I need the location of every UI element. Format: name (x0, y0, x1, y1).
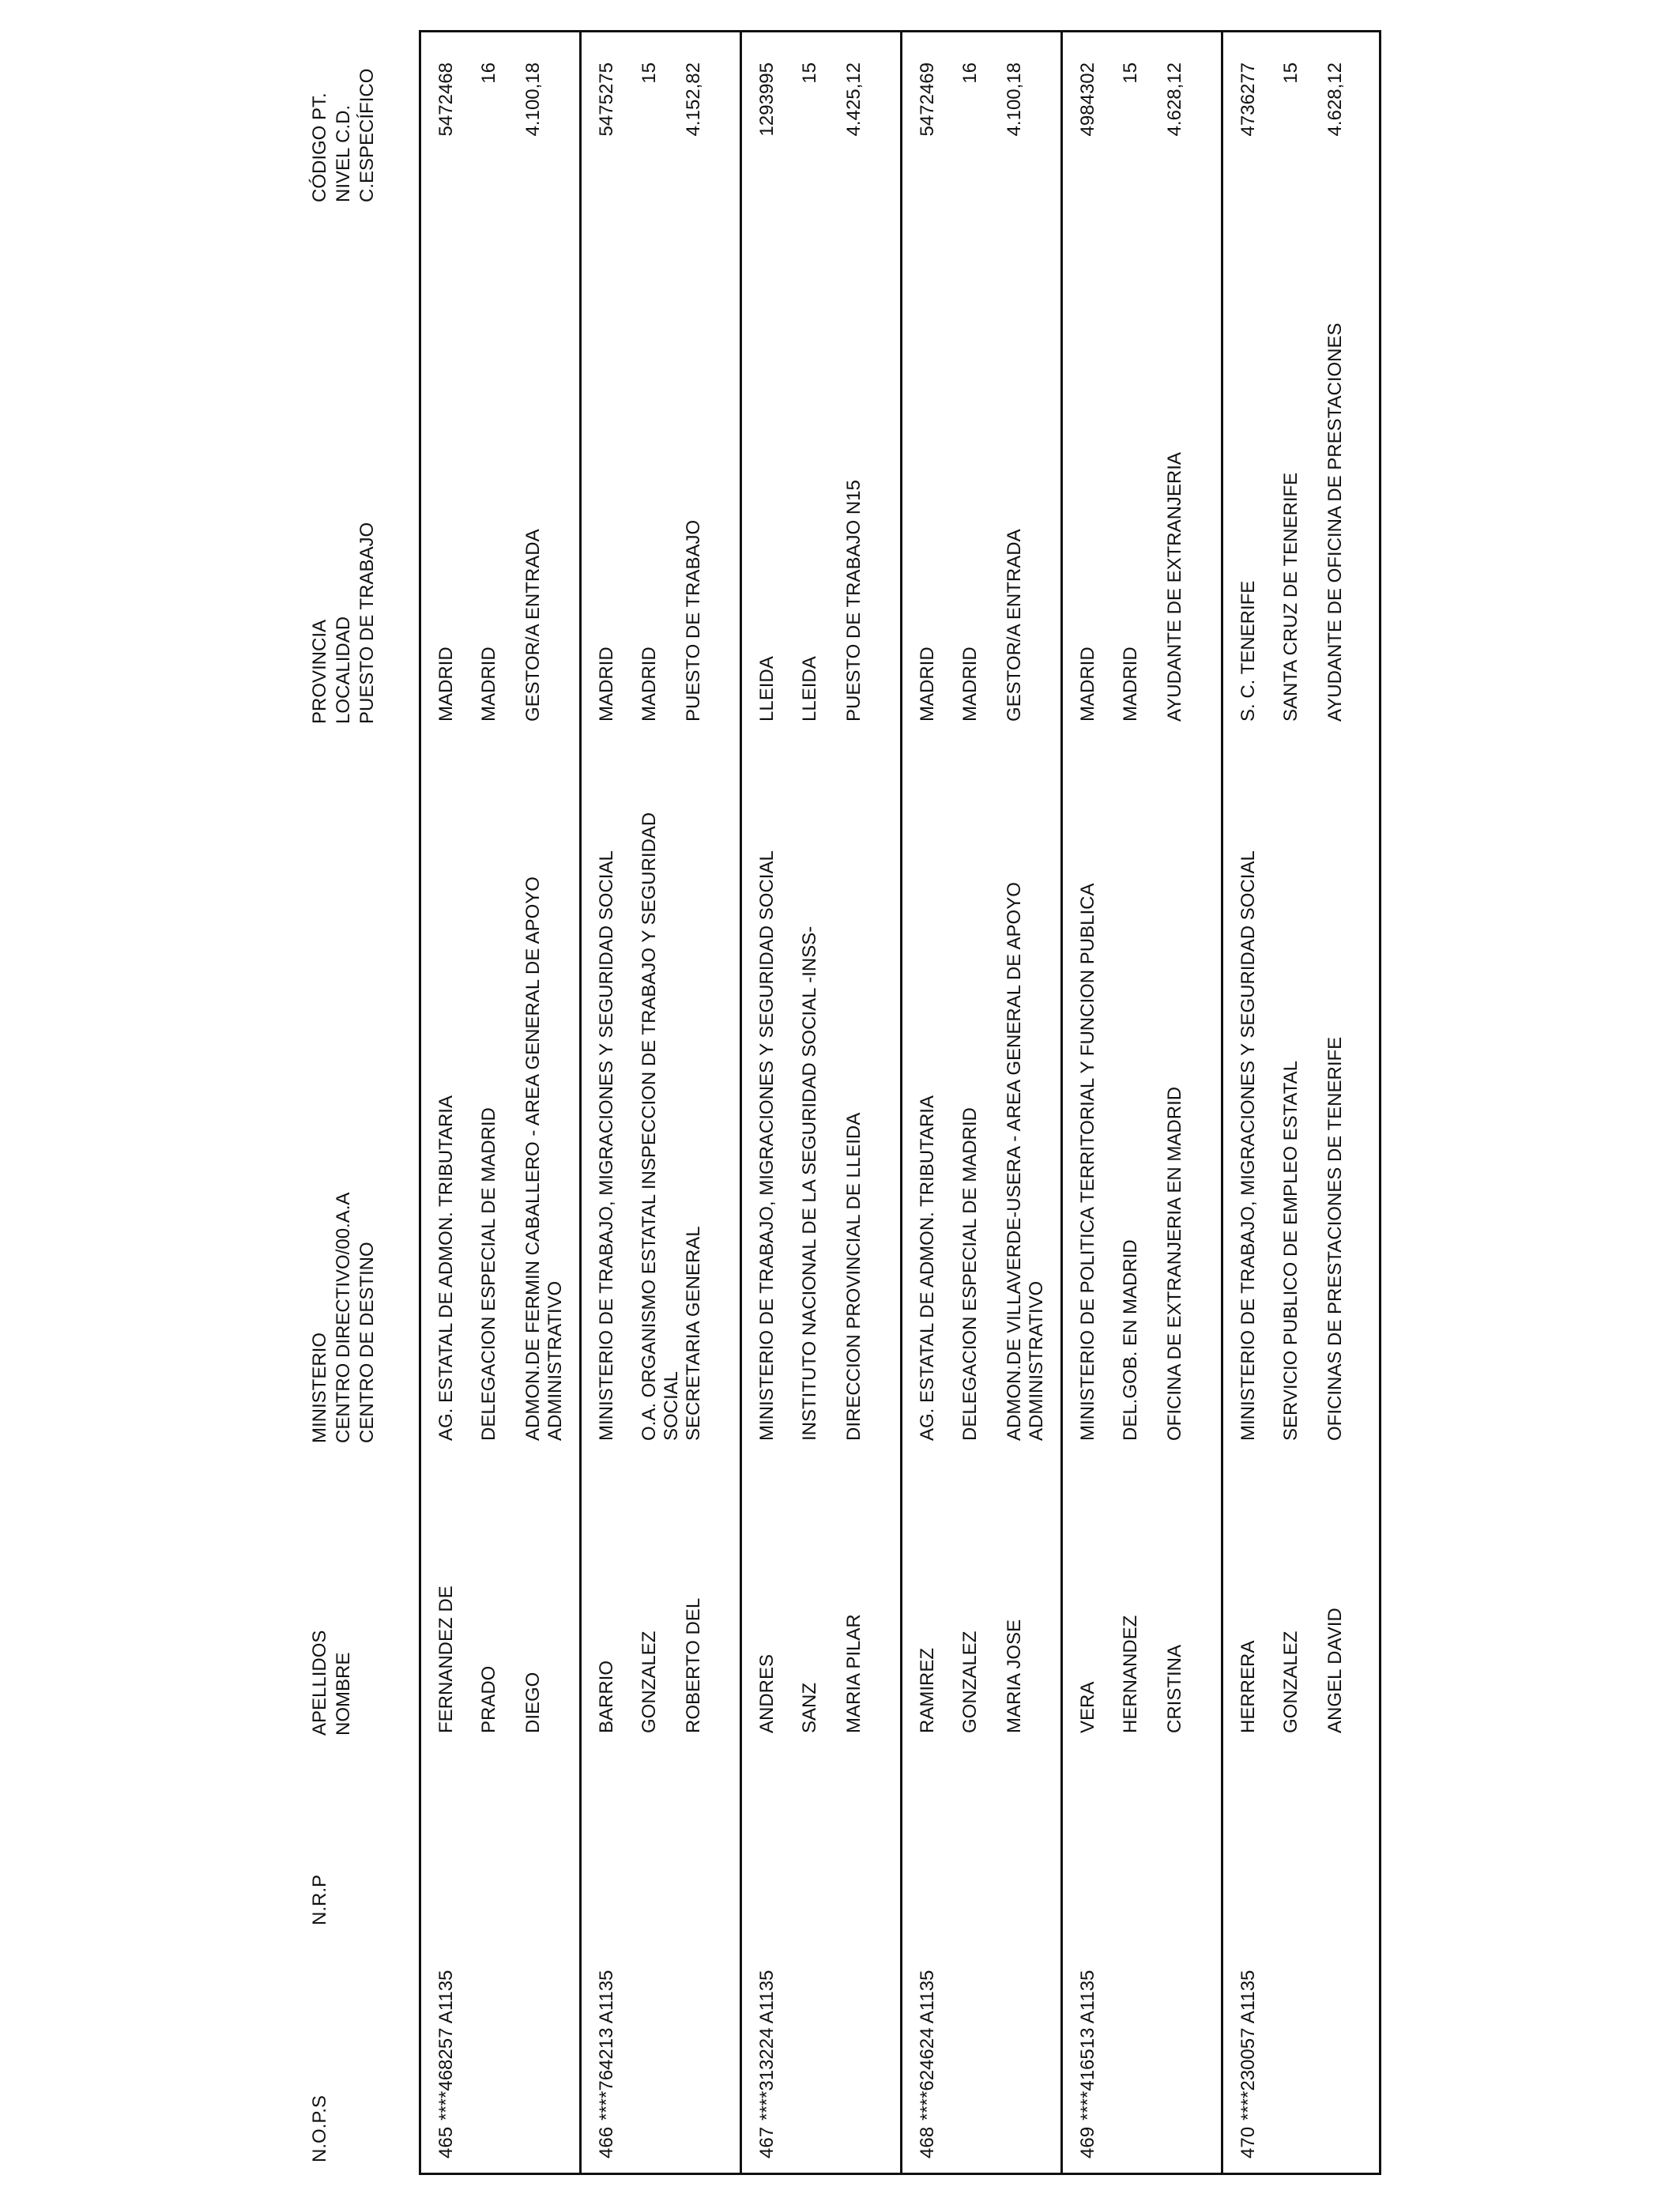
cell-nrp: ****230057 A1135 (1237, 1970, 1259, 2120)
cell-codigo: 4736277 (1237, 62, 1259, 137)
cell-apellido1: ANDRES (756, 1653, 778, 1733)
cell-provincia: MADRID (435, 647, 457, 722)
cell-nivel: 16 (959, 62, 981, 84)
cell-apellido1: BARRIO (596, 1660, 617, 1733)
cell-apellido1: RAMIREZ (917, 1648, 938, 1733)
records-table (419, 30, 1381, 2175)
cell-provincia: S. C. TENERIFE (1237, 580, 1259, 722)
cell-ministerio: MINISTERIO DE TRABAJO, MIGRACIONES Y SEGURIDAD SOCIAL (596, 850, 617, 1441)
cell-nrp: ****416513 A1135 (1077, 1970, 1098, 2120)
cell-centro-destino: ADMON.DE VILLAVERDE-USERA - AREA GENERAL DE APOYO ADMINISTRATIVO (1004, 882, 1047, 1441)
cell-puesto: PUESTO DE TRABAJO (683, 519, 704, 722)
header-nops: N.O.P.S (309, 2095, 330, 2162)
cell-puesto: GESTOR/A ENTRADA (1004, 529, 1025, 722)
cell-localidad: MADRID (959, 647, 981, 722)
cell-especifico: 4.100,18 (1004, 62, 1025, 137)
record-row (742, 32, 902, 2173)
cell-localidad: SANTA CRUZ DE TENERIFE (1280, 472, 1301, 722)
cell-especifico: 4.628,12 (1164, 62, 1185, 137)
cell-apellido2: PRADO (478, 1665, 499, 1733)
cell-codigo: 5472469 (917, 62, 938, 137)
cell-ministerio: AG. ESTATAL DE ADMON. TRIBUTARIA (435, 1095, 457, 1441)
cell-nops: 469 (1077, 2126, 1098, 2158)
cell-nrp: ****764213 A1135 (596, 1970, 617, 2120)
cell-codigo: 1293995 (756, 62, 778, 137)
cell-especifico: 4.100,18 (522, 62, 544, 137)
cell-centro-destino: DIRECCION PROVINCIAL DE LLEIDA (843, 1112, 864, 1441)
cell-nrp: ****468257 A1135 (435, 1970, 457, 2120)
cell-nops: 465 (435, 2126, 457, 2158)
cell-nops: 468 (917, 2126, 938, 2158)
cell-localidad: LLEIDA (799, 656, 820, 722)
cell-provincia: MADRID (596, 647, 617, 722)
cell-apellido2: GONZALEZ (959, 1630, 981, 1733)
cell-ministerio: MINISTERIO DE POLITICA TERRITORIAL Y FUNCION PUBLICA (1077, 883, 1098, 1441)
cell-codigo: 4984302 (1077, 62, 1098, 137)
cell-centro-destino: ADMON.DE FERMIN CABALLERO - AREA GENERAL DE APOYO ADMINISTRATIVO (522, 876, 566, 1441)
cell-nivel: 15 (1120, 62, 1141, 84)
header-nrp: N.R.P (309, 1874, 330, 1925)
cell-centro-directivo: DELEGACION ESPECIAL DE MADRID (478, 1107, 499, 1441)
cell-ministerio: MINISTERIO DE TRABAJO, MIGRACIONES Y SEGURIDAD SOCIAL (1237, 850, 1259, 1441)
cell-puesto: AYUDANTE DE OFICINA DE PRESTACIONES (1324, 322, 1346, 722)
record-row (1223, 32, 1384, 2173)
cell-especifico: 4.152,82 (683, 62, 704, 137)
cell-nrp: ****624624 A1135 (917, 1970, 938, 2120)
cell-localidad: MADRID (478, 647, 499, 722)
cell-centro-directivo: DEL.GOB. EN MADRID (1120, 1239, 1141, 1441)
cell-nivel: 15 (1280, 62, 1301, 84)
cell-nops: 470 (1237, 2126, 1259, 2158)
cell-apellido1: VERA (1077, 1681, 1098, 1733)
cell-centro-directivo: O.A. ORGANISMO ESTATAL INSPECCION DE TRABAJO Y SEGURIDAD SOCIAL (638, 812, 682, 1441)
record-row (902, 32, 1063, 2173)
cell-codigo: 5472468 (435, 62, 457, 137)
record-row (421, 32, 582, 2173)
cell-nombre: DIEGO (522, 1672, 544, 1733)
cell-centro-destino: SECRETARIA GENERAL (683, 1226, 704, 1441)
cell-centro-destino: OFICINA DE EXTRANJERIA EN MADRID (1164, 1086, 1185, 1441)
cell-centro-directivo: DELEGACION ESPECIAL DE MADRID (959, 1107, 981, 1441)
cell-provincia: MADRID (1077, 647, 1098, 722)
cell-provincia: LLEIDA (756, 656, 778, 722)
cell-nivel: 15 (799, 62, 820, 84)
cell-nops: 466 (596, 2126, 617, 2158)
cell-apellido2: HERNANDEZ (1120, 1615, 1141, 1733)
header-apellidos: APELLIDOS NOMBRE (309, 1630, 354, 1736)
cell-nombre: ANGEL DAVID (1324, 1608, 1346, 1733)
record-row (1063, 32, 1223, 2173)
cell-centro-destino: OFICINAS DE PRESTACIONES DE TENERIFE (1324, 1036, 1346, 1441)
cell-apellido2: GONZALEZ (1280, 1630, 1301, 1733)
cell-ministerio: MINISTERIO DE TRABAJO, MIGRACIONES Y SEGURIDAD SOCIAL (756, 850, 778, 1441)
cell-centro-directivo: SERVICIO PUBLICO DE EMPLEO ESTATAL (1280, 1060, 1301, 1441)
cell-nombre: MARIA PILAR (843, 1614, 864, 1733)
cell-especifico: 4.425,12 (843, 62, 864, 137)
cell-centro-directivo: INSTITUTO NACIONAL DE LA SEGURIDAD SOCIAL -INSS- (799, 925, 820, 1441)
cell-apellido1: HERRERA (1237, 1640, 1259, 1733)
cell-localidad: MADRID (1120, 647, 1141, 722)
cell-apellido2: GONZALEZ (638, 1630, 660, 1733)
cell-nombre: CRISTINA (1164, 1644, 1185, 1733)
cell-nops: 467 (756, 2126, 778, 2158)
header-ministerio: MINISTERIO CENTRO DIRECTIVO/00.A.A CENTRO DE DESTINO (309, 1192, 378, 1443)
header-provincia: PROVINCIA LOCALIDAD PUESTO DE TRABAJO (309, 522, 378, 724)
cell-localidad: MADRID (638, 647, 660, 722)
cell-apellido1: FERNANDEZ DE (435, 1585, 457, 1733)
cell-ministerio: AG. ESTATAL DE ADMON. TRIBUTARIA (917, 1095, 938, 1441)
cell-nombre: ROBERTO DEL (683, 1597, 704, 1733)
cell-nombre: MARIA JOSE (1004, 1619, 1025, 1733)
header-codigo: CÓDIGO PT. NIVEL C.D. C.ESPECÍFICO (309, 68, 378, 202)
cell-nivel: 15 (638, 62, 660, 84)
cell-nrp: ****313224 A1135 (756, 1970, 778, 2120)
record-row (582, 32, 742, 2173)
cell-provincia: MADRID (917, 647, 938, 722)
cell-nivel: 16 (478, 62, 499, 84)
cell-puesto: AYUDANTE DE EXTRANJERIA (1164, 452, 1185, 722)
cell-codigo: 5475275 (596, 62, 617, 137)
cell-puesto: PUESTO DE TRABAJO N15 (843, 480, 864, 722)
cell-especifico: 4.628,12 (1324, 62, 1346, 137)
cell-apellido2: SANZ (799, 1682, 820, 1733)
cell-puesto: GESTOR/A ENTRADA (522, 529, 544, 722)
